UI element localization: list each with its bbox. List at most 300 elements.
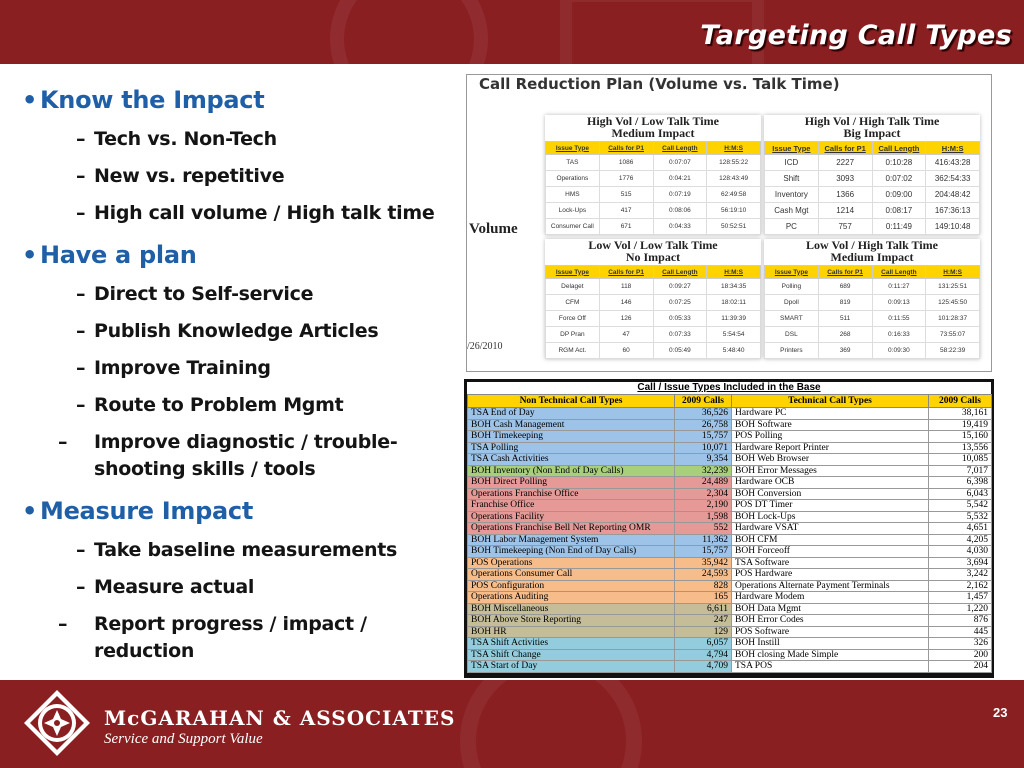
table-row xyxy=(468,557,992,569)
quadrant-cell: 0:05:33 xyxy=(653,311,707,327)
quadrant-table xyxy=(545,141,761,235)
bullet-dot-icon: • xyxy=(22,497,38,525)
tech-type-cell: BOH Error Messages xyxy=(732,465,929,477)
quadrant-cell: Force Off xyxy=(546,311,600,327)
nontech-type-cell: Operations Consumer Call xyxy=(468,569,675,581)
nontech-type-cell: BOH Above Store Reporting xyxy=(468,615,675,627)
table-row xyxy=(468,649,992,661)
tech-calls-cell: 1,220 xyxy=(929,603,992,615)
dash-icon: – xyxy=(76,539,86,561)
header-tech-types: Technical Call Types xyxy=(732,395,929,408)
quadrant-row xyxy=(765,311,980,327)
nontech-calls-cell: 11,362 xyxy=(675,534,732,546)
quadrant-row xyxy=(546,155,761,171)
quadrant-cell: Inventory xyxy=(765,187,819,203)
quadrant-cell: 60 xyxy=(599,343,653,359)
tech-type-cell: BOH Lock-Ups xyxy=(732,511,929,523)
quadrant-title: High Vol / High Talk Time xyxy=(804,114,940,128)
quadrant-cell: 146 xyxy=(599,295,653,311)
quadrant-cell: 268 xyxy=(818,327,872,343)
quadrant-cell: 11:39:39 xyxy=(707,311,761,327)
tech-calls-cell: 445 xyxy=(929,626,992,638)
quadrant-cell: 0:05:49 xyxy=(653,343,707,359)
tech-calls-cell: 19,419 xyxy=(929,419,992,431)
bullet-text: Measure Impact xyxy=(40,497,254,525)
nontech-type-cell: BOH Direct Polling xyxy=(468,477,675,489)
sub-bullet-item xyxy=(22,318,462,345)
quadrant-cell: 167:36:13 xyxy=(926,203,980,219)
quadrant-cell: 0:16:33 xyxy=(872,327,926,343)
header-watermark xyxy=(330,0,488,64)
nontech-calls-cell: 6,057 xyxy=(675,638,732,650)
tech-type-cell: BOH Conversion xyxy=(732,488,929,500)
nontech-type-cell: Operations Auditing xyxy=(468,592,675,604)
tech-calls-cell: 5,542 xyxy=(929,500,992,512)
quadrant-cell: 5:48:40 xyxy=(707,343,761,359)
tech-type-cell: TSA Software xyxy=(732,557,929,569)
tech-calls-cell: 13,556 xyxy=(929,442,992,454)
quadrant-cell: 73:55:07 xyxy=(926,327,980,343)
sub-bullet-text: Improve Training xyxy=(94,357,271,379)
sub-bullet-text: Take baseline measurements xyxy=(94,539,398,561)
quadrant-cell: 56:19:10 xyxy=(707,203,761,219)
issue-types-table-image xyxy=(464,379,994,678)
dash-icon: – xyxy=(58,431,68,453)
quadrant-cell: Polling xyxy=(765,279,819,295)
tech-type-cell: Hardware PC xyxy=(732,408,929,420)
quadrant-cell: 204:48:42 xyxy=(926,187,980,203)
quadrant-cell: 511 xyxy=(818,311,872,327)
dash-icon: – xyxy=(58,613,68,635)
tech-calls-cell: 4,205 xyxy=(929,534,992,546)
tech-type-cell: BOH Web Browser xyxy=(732,454,929,466)
quadrant-cell: DSL xyxy=(765,327,819,343)
sub-bullet-text: Measure actual xyxy=(94,576,255,598)
table-row xyxy=(468,488,992,500)
nontech-calls-cell: 4,709 xyxy=(675,661,732,673)
quadrant-cell: 118 xyxy=(599,279,653,295)
table-row xyxy=(468,661,992,673)
quadrant-cell: 125:45:50 xyxy=(926,295,980,311)
tech-calls-cell: 2,162 xyxy=(929,580,992,592)
issue-table-caption: Call / Issue Types Included in the Base xyxy=(467,382,991,394)
nontech-type-cell: TSA Start of Day xyxy=(468,661,675,673)
nontech-calls-cell: 247 xyxy=(675,615,732,627)
quadrant-subtitle: Big Impact xyxy=(843,126,901,140)
table-row xyxy=(468,523,992,535)
quadrant-row xyxy=(546,171,761,187)
quadrant-cell: 50:52:51 xyxy=(707,219,761,235)
quadrant-row xyxy=(546,327,761,343)
nontech-type-cell: TSA Shift Activities xyxy=(468,638,675,650)
quadrant-cell: HMS xyxy=(546,187,600,203)
quadrant-header-cell: Calls for P1 xyxy=(599,266,653,279)
tech-calls-cell: 3,694 xyxy=(929,557,992,569)
tech-calls-cell: 10,085 xyxy=(929,454,992,466)
sub-bullet-text: Improve diagnostic / trouble-shooting skills / tools xyxy=(94,431,398,480)
nontech-type-cell: POS Operations xyxy=(468,557,675,569)
nontech-type-cell: BOH Timekeeping (Non End of Day Calls) xyxy=(468,546,675,558)
quadrant-cell: Delaget xyxy=(546,279,600,295)
quadrant-cell: 0:11:27 xyxy=(872,279,926,295)
quadrant-cell: 101:28:37 xyxy=(926,311,980,327)
quadrant-cell: 0:04:33 xyxy=(653,219,707,235)
quadrant-cell: 0:07:19 xyxy=(653,187,707,203)
dash-icon: – xyxy=(76,202,86,224)
tech-calls-cell: 6,398 xyxy=(929,477,992,489)
tech-calls-cell: 4,651 xyxy=(929,523,992,535)
sub-bullet-item xyxy=(22,611,404,665)
quadrant-header-cell: H:M:S xyxy=(926,266,980,279)
nontech-calls-cell: 36,526 xyxy=(675,408,732,420)
bullet-item xyxy=(22,82,462,126)
quadrant-cell: 47 xyxy=(599,327,653,343)
nontech-type-cell: BOH Inventory (Non End of Day Calls) xyxy=(468,465,675,477)
quadrant-header-cell: Issue Type xyxy=(765,142,819,155)
table-row xyxy=(468,638,992,650)
table-row xyxy=(468,569,992,581)
quadrant-cell: 417 xyxy=(599,203,653,219)
sub-bullet-text: Route to Problem Mgmt xyxy=(94,394,344,416)
quadrant-cell: 0:11:55 xyxy=(872,311,926,327)
quadrant-cell: 5:54:54 xyxy=(707,327,761,343)
sub-bullet-item xyxy=(22,537,462,564)
tech-type-cell: BOH Forceoff xyxy=(732,546,929,558)
sub-bullet-text: Report progress / impact / reduction xyxy=(94,613,367,662)
nontech-type-cell: BOH Cash Management xyxy=(468,419,675,431)
quadrant-cell: 0:07:33 xyxy=(653,327,707,343)
quadrant-row xyxy=(765,327,980,343)
tech-type-cell: POS Polling xyxy=(732,431,929,443)
table-row xyxy=(468,477,992,489)
sub-bullet-text: Direct to Self-service xyxy=(94,283,314,305)
quadrant-cell: Printers xyxy=(765,343,819,359)
quadrant-cell: 62:49:58 xyxy=(707,187,761,203)
sub-bullet-item xyxy=(22,574,462,601)
dash-icon: – xyxy=(76,165,86,187)
quadrant-title: Low Vol / High Talk Time xyxy=(806,238,938,252)
nontech-type-cell: Franchise Office xyxy=(468,500,675,512)
nontech-type-cell: Operations Franchise Bell Net Reporting OMR xyxy=(468,523,675,535)
quadrant-row xyxy=(765,295,980,311)
quadrant-table xyxy=(764,141,980,235)
issue-table-body xyxy=(468,408,992,673)
nontech-calls-cell: 1,598 xyxy=(675,511,732,523)
dash-icon: – xyxy=(76,394,86,416)
nontech-type-cell: TSA Polling xyxy=(468,442,675,454)
nontech-type-cell: BOH Timekeeping xyxy=(468,431,675,443)
nontech-calls-cell: 26,758 xyxy=(675,419,732,431)
quadrant-cell: 362:54:33 xyxy=(926,171,980,187)
quadrant-cell: Operations xyxy=(546,171,600,187)
quadrant-cell: RGM Act. xyxy=(546,343,600,359)
table-row xyxy=(468,603,992,615)
quadrant-cell: 0:11:49 xyxy=(872,219,926,235)
table-row xyxy=(468,626,992,638)
tech-calls-cell: 200 xyxy=(929,649,992,661)
quadrant-3 xyxy=(764,239,980,359)
plan-title: Call Reduction Plan (Volume vs. Talk Time) xyxy=(479,75,840,93)
table-row xyxy=(468,408,992,420)
tech-type-cell: BOH Data Mgmt xyxy=(732,603,929,615)
nontech-calls-cell: 24,489 xyxy=(675,477,732,489)
dash-icon: – xyxy=(76,576,86,598)
tech-type-cell: Hardware Report Printer xyxy=(732,442,929,454)
table-row xyxy=(468,580,992,592)
bullet-text: Know the Impact xyxy=(40,86,265,114)
quadrant-subtitle: No Impact xyxy=(625,250,681,264)
tech-type-cell: POS DT Timer xyxy=(732,500,929,512)
quadrant-cell: 671 xyxy=(599,219,653,235)
nontech-calls-cell: 15,757 xyxy=(675,546,732,558)
dash-icon: – xyxy=(76,320,86,342)
dash-icon: – xyxy=(76,283,86,305)
quadrant-header-cell: Issue Type xyxy=(546,142,600,155)
nontech-type-cell: Operations Franchise Office xyxy=(468,488,675,500)
tech-type-cell: BOH Error Codes xyxy=(732,615,929,627)
tech-calls-cell: 204 xyxy=(929,661,992,673)
header-bar xyxy=(0,0,1024,64)
quadrant-cell: 58:22:39 xyxy=(926,343,980,359)
bullet-item xyxy=(22,493,462,537)
quadrant-subtitle: Medium Impact xyxy=(830,250,914,264)
nontech-calls-cell: 4,794 xyxy=(675,649,732,661)
header-nontech-types: Non Technical Call Types xyxy=(468,395,675,408)
quadrant-cell: SMART xyxy=(765,311,819,327)
quadrant-header-cell: Calls for P1 xyxy=(599,142,653,155)
company-logo-icon xyxy=(22,688,92,758)
quadrant-0 xyxy=(545,115,761,235)
table-row xyxy=(468,500,992,512)
quadrant-cell: 18:34:35 xyxy=(707,279,761,295)
quadrant-header-cell: H:M:S xyxy=(707,266,761,279)
tech-calls-cell: 15,160 xyxy=(929,431,992,443)
nontech-type-cell: BOH Labor Management System xyxy=(468,534,675,546)
sub-bullet-item xyxy=(22,126,462,153)
quadrant-cell: Cash Mgt xyxy=(765,203,819,219)
slide-title: Targeting Call Types xyxy=(700,20,1012,51)
sub-bullet-item xyxy=(22,429,404,483)
sub-bullet-text: Publish Knowledge Articles xyxy=(94,320,379,342)
tech-type-cell: BOH Software xyxy=(732,419,929,431)
nontech-type-cell: BOH HR xyxy=(468,626,675,638)
nontech-type-cell: TSA Shift Change xyxy=(468,649,675,661)
call-reduction-plan-image xyxy=(466,74,992,372)
nontech-calls-cell: 2,304 xyxy=(675,488,732,500)
quadrant-cell: 0:08:17 xyxy=(872,203,926,219)
quadrant-cell: 0:07:25 xyxy=(653,295,707,311)
quadrant-cell: 1086 xyxy=(599,155,653,171)
quadrant-cell: 515 xyxy=(599,187,653,203)
sub-bullet-item xyxy=(22,163,462,190)
tech-type-cell: BOH Instill xyxy=(732,638,929,650)
quadrant-cell: 416:43:28 xyxy=(926,155,980,171)
nontech-type-cell: TSA End of Day xyxy=(468,408,675,420)
quadrant-header-cell: Call Length xyxy=(653,142,707,155)
quadrant-row xyxy=(765,187,980,203)
quadrant-cell: 1366 xyxy=(818,187,872,203)
quadrant-table xyxy=(764,265,980,359)
quadrant-row xyxy=(546,343,761,359)
bullet-dot-icon: • xyxy=(22,241,38,269)
date-fragment: /26/2010 xyxy=(467,341,503,352)
quadrant-row xyxy=(765,203,980,219)
quadrant-cell: 18:02:11 xyxy=(707,295,761,311)
quadrant-cell: 131:25:51 xyxy=(926,279,980,295)
quadrant-cell: 0:09:13 xyxy=(872,295,926,311)
volume-axis-label: Volume xyxy=(469,221,518,237)
quadrant-cell: 2227 xyxy=(818,155,872,171)
quadrant-header-cell: Issue Type xyxy=(765,266,819,279)
tech-type-cell: Hardware OCB xyxy=(732,477,929,489)
nontech-calls-cell: 6,611 xyxy=(675,603,732,615)
quadrant-row xyxy=(546,311,761,327)
quadrant-header-cell: Call Length xyxy=(653,266,707,279)
tech-type-cell: Hardware VSAT xyxy=(732,523,929,535)
quadrant-cell: CFM xyxy=(546,295,600,311)
tech-type-cell: Operations Alternate Payment Terminals xyxy=(732,580,929,592)
nontech-calls-cell: 32,239 xyxy=(675,465,732,477)
nontech-calls-cell: 35,942 xyxy=(675,557,732,569)
dash-icon: – xyxy=(76,357,86,379)
tech-type-cell: BOH closing Made Simple xyxy=(732,649,929,661)
quadrant-cell: 0:09:00 xyxy=(872,187,926,203)
quadrant-cell: 0:07:02 xyxy=(872,171,926,187)
sub-bullet-text: Tech vs. Non-Tech xyxy=(94,128,277,150)
table-row xyxy=(468,511,992,523)
quadrant-cell: ICD xyxy=(765,155,819,171)
footer-bar xyxy=(0,680,1024,768)
quadrant-cell: 0:09:27 xyxy=(653,279,707,295)
table-row xyxy=(468,465,992,477)
bullet-dot-icon: • xyxy=(22,86,38,114)
quadrant-header-cell: Calls for P1 xyxy=(818,142,872,155)
quadrant-row xyxy=(546,295,761,311)
quadrant-row xyxy=(546,279,761,295)
nontech-calls-cell: 828 xyxy=(675,580,732,592)
tech-calls-cell: 5,532 xyxy=(929,511,992,523)
quadrant-cell: Dpoll xyxy=(765,295,819,311)
issue-types-table xyxy=(467,394,992,673)
quadrant-title: Low Vol / Low Talk Time xyxy=(588,238,718,252)
quadrant-cell: DP Pran xyxy=(546,327,600,343)
quadrant-2 xyxy=(545,239,761,359)
nontech-type-cell: POS Configuration xyxy=(468,580,675,592)
sub-bullet-item xyxy=(22,392,462,419)
quadrant-header-cell: H:M:S xyxy=(926,142,980,155)
quadrant-cell: Lock-Ups xyxy=(546,203,600,219)
quadrant-cell: 0:10:28 xyxy=(872,155,926,171)
tech-calls-cell: 326 xyxy=(929,638,992,650)
bullet-text: Have a plan xyxy=(40,241,197,269)
tech-type-cell: POS Hardware xyxy=(732,569,929,581)
nontech-calls-cell: 552 xyxy=(675,523,732,535)
quadrant-cell: Shift xyxy=(765,171,819,187)
quadrant-cell: 0:08:06 xyxy=(653,203,707,219)
footer-watermark xyxy=(460,680,642,768)
quadrant-cell: 757 xyxy=(818,219,872,235)
quadrant-row xyxy=(765,279,980,295)
quadrant-cell: 369 xyxy=(818,343,872,359)
quadrant-header-cell: Issue Type xyxy=(546,266,600,279)
quadrant-cell: 128:55:22 xyxy=(707,155,761,171)
dash-icon: – xyxy=(76,128,86,150)
quadrant-title: High Vol / Low Talk Time xyxy=(587,114,719,128)
table-row xyxy=(468,546,992,558)
quadrant-cell: 128:43:49 xyxy=(707,171,761,187)
tech-calls-cell: 1,457 xyxy=(929,592,992,604)
tech-calls-cell: 6,043 xyxy=(929,488,992,500)
tech-type-cell: BOH CFM xyxy=(732,534,929,546)
tech-type-cell: POS Software xyxy=(732,626,929,638)
table-row xyxy=(468,592,992,604)
quadrant-cell: 0:04:21 xyxy=(653,171,707,187)
tech-type-cell: TSA POS xyxy=(732,661,929,673)
nontech-type-cell: TSA Cash Activities xyxy=(468,454,675,466)
table-row xyxy=(468,431,992,443)
company-name: McGARAHAN & ASSOCIATES xyxy=(104,706,456,730)
nontech-calls-cell: 2,190 xyxy=(675,500,732,512)
nontech-type-cell: Operations Facility xyxy=(468,511,675,523)
tech-calls-cell: 4,030 xyxy=(929,546,992,558)
bullet-list xyxy=(22,82,462,675)
tech-calls-cell: 876 xyxy=(929,615,992,627)
page-number: 23 xyxy=(993,705,1008,720)
quadrant-subtitle: Medium Impact xyxy=(611,126,695,140)
quadrant-header-cell: Calls for P1 xyxy=(818,266,872,279)
quadrant-table xyxy=(545,265,761,359)
header-tech-calls: 2009 Calls xyxy=(929,395,992,408)
nontech-calls-cell: 129 xyxy=(675,626,732,638)
quadrant-row xyxy=(765,343,980,359)
quadrant-cell: 1776 xyxy=(599,171,653,187)
tech-calls-cell: 38,161 xyxy=(929,408,992,420)
quadrant-1 xyxy=(764,115,980,235)
nontech-calls-cell: 24,593 xyxy=(675,569,732,581)
quadrant-cell: PC xyxy=(765,219,819,235)
quadrant-cell: 149:10:48 xyxy=(926,219,980,235)
quadrant-row xyxy=(546,203,761,219)
bullet-item xyxy=(22,237,462,281)
sub-bullet-text: High call volume / High talk time xyxy=(94,202,435,224)
nontech-type-cell: BOH Miscellaneous xyxy=(468,603,675,615)
table-row xyxy=(468,419,992,431)
quadrant-cell: 689 xyxy=(818,279,872,295)
quadrant-row xyxy=(765,155,980,171)
company-tagline: Service and Support Value xyxy=(104,731,263,747)
quadrant-cell: 3093 xyxy=(818,171,872,187)
quadrant-cell: 0:07:07 xyxy=(653,155,707,171)
table-row xyxy=(468,615,992,627)
quadrant-row xyxy=(546,219,761,235)
header-nontech-calls: 2009 Calls xyxy=(675,395,732,408)
sub-bullet-item xyxy=(22,200,462,227)
table-row xyxy=(468,442,992,454)
quadrant-row xyxy=(765,219,980,235)
nontech-calls-cell: 9,354 xyxy=(675,454,732,466)
quadrant-header-cell: Call Length xyxy=(872,142,926,155)
quadrant-cell: TAS xyxy=(546,155,600,171)
sub-bullet-text: New vs. repetitive xyxy=(94,165,285,187)
quadrant-cell: 126 xyxy=(599,311,653,327)
sub-bullet-item xyxy=(22,355,462,382)
nontech-calls-cell: 10,071 xyxy=(675,442,732,454)
table-row xyxy=(468,454,992,466)
table-row xyxy=(468,534,992,546)
tech-type-cell: Hardware Modem xyxy=(732,592,929,604)
quadrant-cell: 819 xyxy=(818,295,872,311)
quadrant-header-cell: Call Length xyxy=(872,266,926,279)
